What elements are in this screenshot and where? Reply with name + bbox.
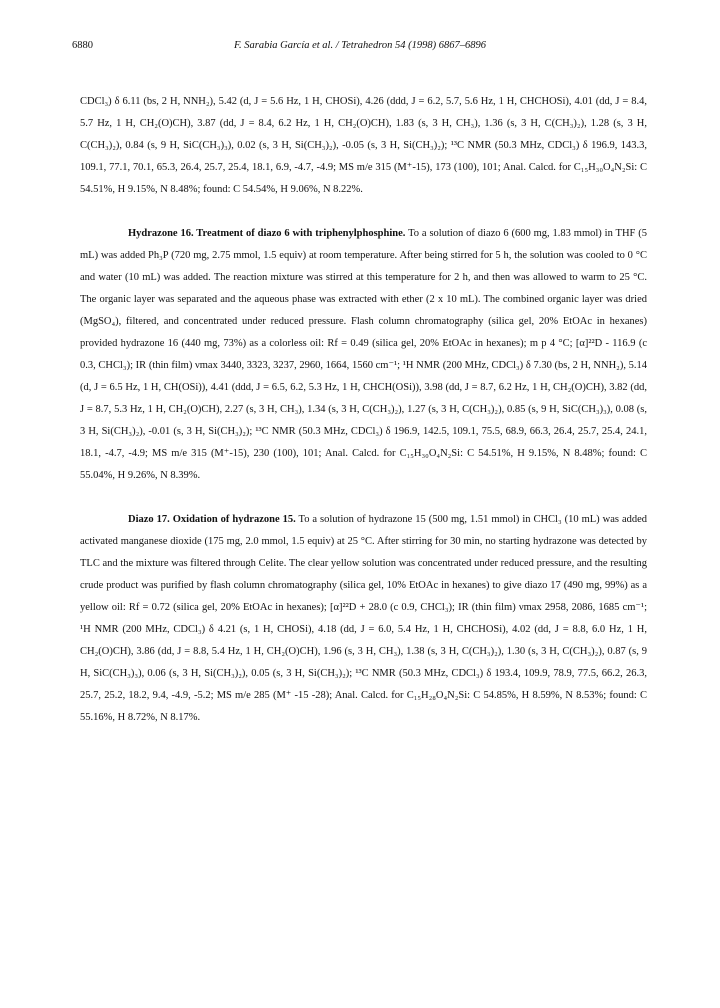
paragraph-hydrazone-16 (80, 223, 647, 487)
section-heading: Hydrazone 16. Treatment of diazo 6 with triphenylphosphine. (128, 228, 406, 239)
page-number: 6880 (72, 40, 93, 51)
section-heading: Diazo 17. Oxidation of hydrazone 15. (128, 514, 296, 525)
paragraph-text: CDCl₃) δ 6.11 (bs, 2 H, NNH₂), 5.42 (d, J = 5.6 Hz, 1 H, CHOSi), 4.26 (ddd, J = 6.2, 5.7, 5.6 Hz, 1 H, CHCHOSi), 4.01 (dd, J = 8.4, 5.7 Hz, 1 H, CH₂(O)CH), 3.87 (dd, J = 8.4, 6.2 Hz, 1 H, CH₂(O)CH), 1.83 (s, 3 H, CH₃), 1.36 (s, 3 H, C(CH₃)₂), 1.28 (s, 3 H, C(CH₃)₂), 0.84 (s, 9 H, SiC(CH₃)₃), 0.02 (s, 3 H, Si(CH₃)₂), -0.05 (s, 3 H, Si(CH₃)₂); ¹³C NMR (50.3 MHz, CDCl₃) δ 196.9, 143.3, 109.1, 77.1, 70.1, 65.3, 26.4, 25.7, 25.4, 18.1, 6.9, -4.7, -4.9; MS m/e 315 (M⁺-15), 173 (100), 101; Anal. Calcd. for C₁₅H₃₀O₄N₂Si: C 54.51%, H 9.15%, N 8.48%; found: C 54.54%, H 9.06%, N 8.22%. (80, 96, 647, 195)
paragraph-text: To a solution of diazo 6 (600 mg, 1.83 mmol) in THF (5 mL) was added Ph₃P (720 mg, 2.75 mmol, 1.5 equiv) at room temperature. After being stirred for 5 h, the solution was cooled to 0 °C and water (10 mL) was added. The reaction mixture was stirred at this temperature for 2 h, and then was allowed to warm to 25 °C. The organic layer was separated and the aqueous phase was extracted with ether (2 x 10 mL). The combined organic layer was dried (MgSO₄), filtered, and concentrated under reduced pressure. Flash column chromatography (silica gel, 20% EtOAc in hexanes) provided hydrazone 16 (440 mg, 73%) as a colorless oil: Rf = 0.49 (silica gel, 20% EtOAc in hexanes); m p 4 °C; [α]²²D - 116.9 (c 0.3, CHCl₃); IR (thin film) νmax 3440, 3323, 3237, 2960, 1664, 1560 cm⁻¹; ¹H NMR (200 MHz, CDCl₃) δ 7.30 (bs, 2 H, NNH₂), 5.14 (d, J = 6.5 Hz, 1 H, CH(OSi)), 4.41 (ddd, J = 6.5, 6.2, 5.3 Hz, 1 H, CHCH(OSi)), 3.98 (dd, J = 8.7, 6.2 Hz, 1 H, CH₂(O)CH), 3.82 (dd, J = 8.7, 5.3 Hz, 1 H, CH₂(O)CH), 2.27 (s, 3 H, CH₃), 1.34 (s, 3 H, C(CH₃)₂), 1.27 (s, 3 H, C(CH₃)₂), 0.85 (s, 9 H, SiC(CH₃)₃), 0.08 (s, 3 H, Si(CH₃)₂), -0.01 (s, 3 H, Si(CH₃)₂); ¹³C NMR (50.3 MHz, CDCl₃) δ 196.9, 142.5, 109.1, 75.5, 68.9, 66.3, 26.4, 25.7, 25.4, 24.1, 18.1, -4.7, -4.9; MS m/e 315 (M⁺-15), 230 (100), 101; Anal. Calcd. for C₁₅H₃₀O₄N₂Si: C 54.51%, H 9.15%, N 8.48%; found: C 55.04%, H 9.26%, N 8.39%. (80, 228, 647, 481)
paragraph-diazo-17 (80, 509, 647, 729)
body-text (80, 91, 647, 729)
paragraph-continuation (80, 91, 647, 201)
running-header (72, 40, 648, 56)
paragraph-text: To a solution of hydrazone 15 (500 mg, 1.51 mmol) in CHCl₃ (10 mL) was added activated manganese dioxide (175 mg, 2.0 mmol, 1.5 equiv) at 25 °C. After stirring for 30 min, no starting hydrazone was detected by TLC and the mixture was filtered through Celite. The clear yellow solution was concentrated under reduced pressure, and the resulting crude product was purified by flash column chromatography (silica gel, 10% EtOAc in hexanes) to give diazo 17 (490 mg, 99%) as a yellow oil: Rf = 0.72 (silica gel, 20% EtOAc in hexanes); [α]²²D + 28.0 (c 0.9, CHCl₃); IR (thin film) νmax 2958, 2086, 1685 cm⁻¹; ¹H NMR (200 MHz, CDCl₃) δ 4.21 (s, 1 H, CHOSi), 4.18 (dd, J = 6.0, 5.4 Hz, 1 H, CHCHOSi), 4.02 (dd, J = 8.8, 6.0 Hz, 1 H, CH₂(O)CH), 3.86 (dd, J = 8.8, 5.4 Hz, 1 H, CH₂(O)CH), 1.96 (s, 3 H, CH₃), 1.38 (s, 3 H, C(CH₃)₂), 1.30 (s, 3 H, C(CH₃)₂), 0.87 (s, 9 H, SiC(CH₃)₃), 0.06 (s, 3 H, Si(CH₃)₂), 0.05 (s, 3 H, Si(CH₃)₂); ¹³C NMR (50.3 MHz, CDCl₃) δ 193.4, 109.9, 78.9, 77.5, 66.2, 26.3, 25.7, 25.2, 18.2, 9.4, -4.9, -5.2; MS m/e 285 (M⁺ -15 -28); Anal. Calcd. for C₁₅H₂₈O₄N₂Si: C 54.85%, H 8.59%, N 8.53%; found: C 55.16%, H 8.72%, N 8.17%. (80, 514, 648, 723)
running-title: F. Sarabia García et al. / Tetrahedron 54 (1998) 6867–6896 (233, 40, 487, 51)
